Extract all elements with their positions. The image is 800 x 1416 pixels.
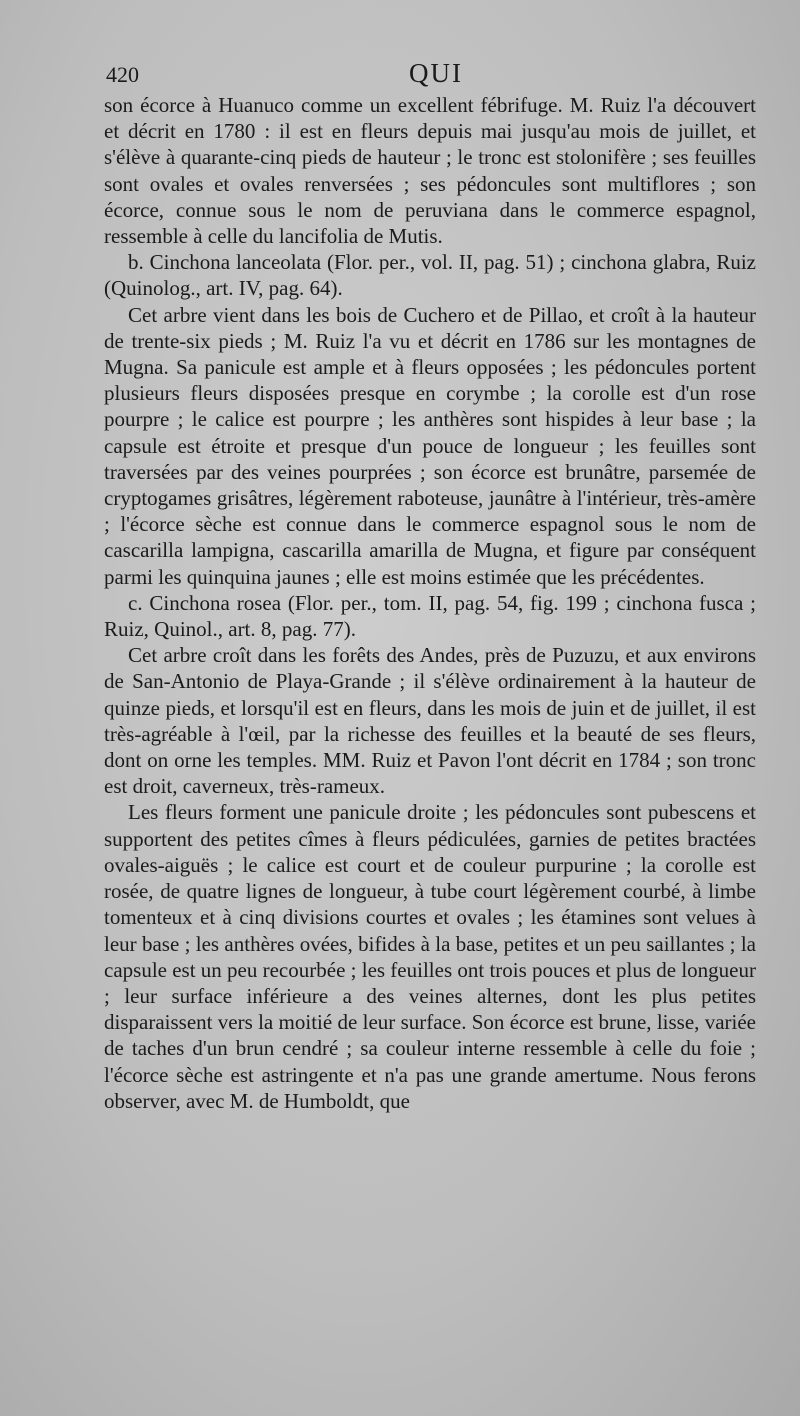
species-heading-lanceolata: b. Cinchona lanceolata (Flor. per., vol. II, pag. 51) ; cinchona glabra, Ruiz (Quinolog., art. IV, pag. 64).	[104, 250, 756, 301]
species-heading-rosea: c. Cinchona rosea (Flor. per., tom. II, pag. 54, fig. 199 ; cinchona fusca ; Ruiz, Quinol., art. 8, pag. 77).	[104, 590, 756, 642]
page-number: 420	[106, 62, 139, 87]
paragraph-lanceolata-description: Cet arbre vient dans les bois de Cuchero et de Pillao, et croît à la hauteur de trente-six pieds ; M. Ruiz l'a vu et décrit en 1786 sur les montagnes de Mugna. Sa panicule est ample et à fleurs opposées ; les pédoncules portent plusieurs fleurs disposées presque en corymbe ; la corolle est d'un rose pourpre ; le calice est pourpre ; les anthères sont hispides à leur base ; la capsule est étroite et presque d'un pouce de longueur ; les feuilles sont traversées par des veines pourprées ; son écorce est brunâtre, parsemée de cryptogames grisâtres, légèrement raboteuse, jaunâtre à l'intérieur, très-amère ; l'écorce sèche est connue dans le commerce espagnol sous le nom de cascarilla lampigna, cascarilla amarilla de Mugna, et figure par conséquent parmi les quinquina jaunes ; elle est moins estimée que les précédentes.	[104, 302, 756, 589]
paragraph-rosea-habitat: Cet arbre croît dans les forêts des Andes, près de Puzuzu, et aux environs de San-Antonio de Playa-Grande ; il s'élève ordinairement à la hauteur de quinze pieds, et lorsqu'il est en fleurs, dans les mois de juin et de juillet, il est très-agréable à l'œil, par la richesse des feuilles et la beauté de ses fleurs, dont on orne les temples. MM. Ruiz et Pavon l'ont décrit en 1784 ; son tronc est droit, caverneux, très-rameux.	[104, 643, 756, 799]
page-header	[106, 56, 766, 92]
body-text	[104, 92, 756, 1114]
running-head: QUI	[409, 58, 463, 88]
paragraph-rosea-flowers: Les fleurs forment une panicule droite ; les pédoncules sont pubescens et supportent des petites cîmes à fleurs pédiculées, garnies de petites bractées ovales-aiguës ; le calice est court et de couleur purpurine ; la corolle est rosée, de quatre lignes de longueur, à tube court légèrement courbé, à limbe tomenteux et à cinq divisions courtes et ovales ; les étamines sont velues à leur base ; les anthères ovées, bifides à la base, petites et un peu saillantes ; la capsule est un peu recourbée ; les feuilles ont trois pouces et plus de longueur ; leur surface inférieure a des veines alternes, dont les plus petites disparaissent vers la moitié de leur surface. Son écorce est brune, lisse, variée de taches d'un brun cendré ; sa couleur interne ressemble à celle du foie ; l'écorce sèche est astringente et n'a pas une grande amertume. Nous ferons observer, avec M. de Humboldt, que	[104, 800, 756, 1113]
paragraph-continuation: son écorce à Huanuco comme un excellent fébrifuge. M. Ruiz l'a découvert et décrit en 1780 : il est en fleurs depuis mai jusqu'au mois de juillet, et s'élève à quarante-cinq pieds de hauteur ; le tronc est stolonifère ; ses feuilles sont ovales et ovales renversées ; ses pédoncules sont multiflores ; son écorce, connue sous le nom de peruviana dans le commerce espagnol, ressemble à celle du lancifolia de Mutis.	[104, 93, 756, 249]
